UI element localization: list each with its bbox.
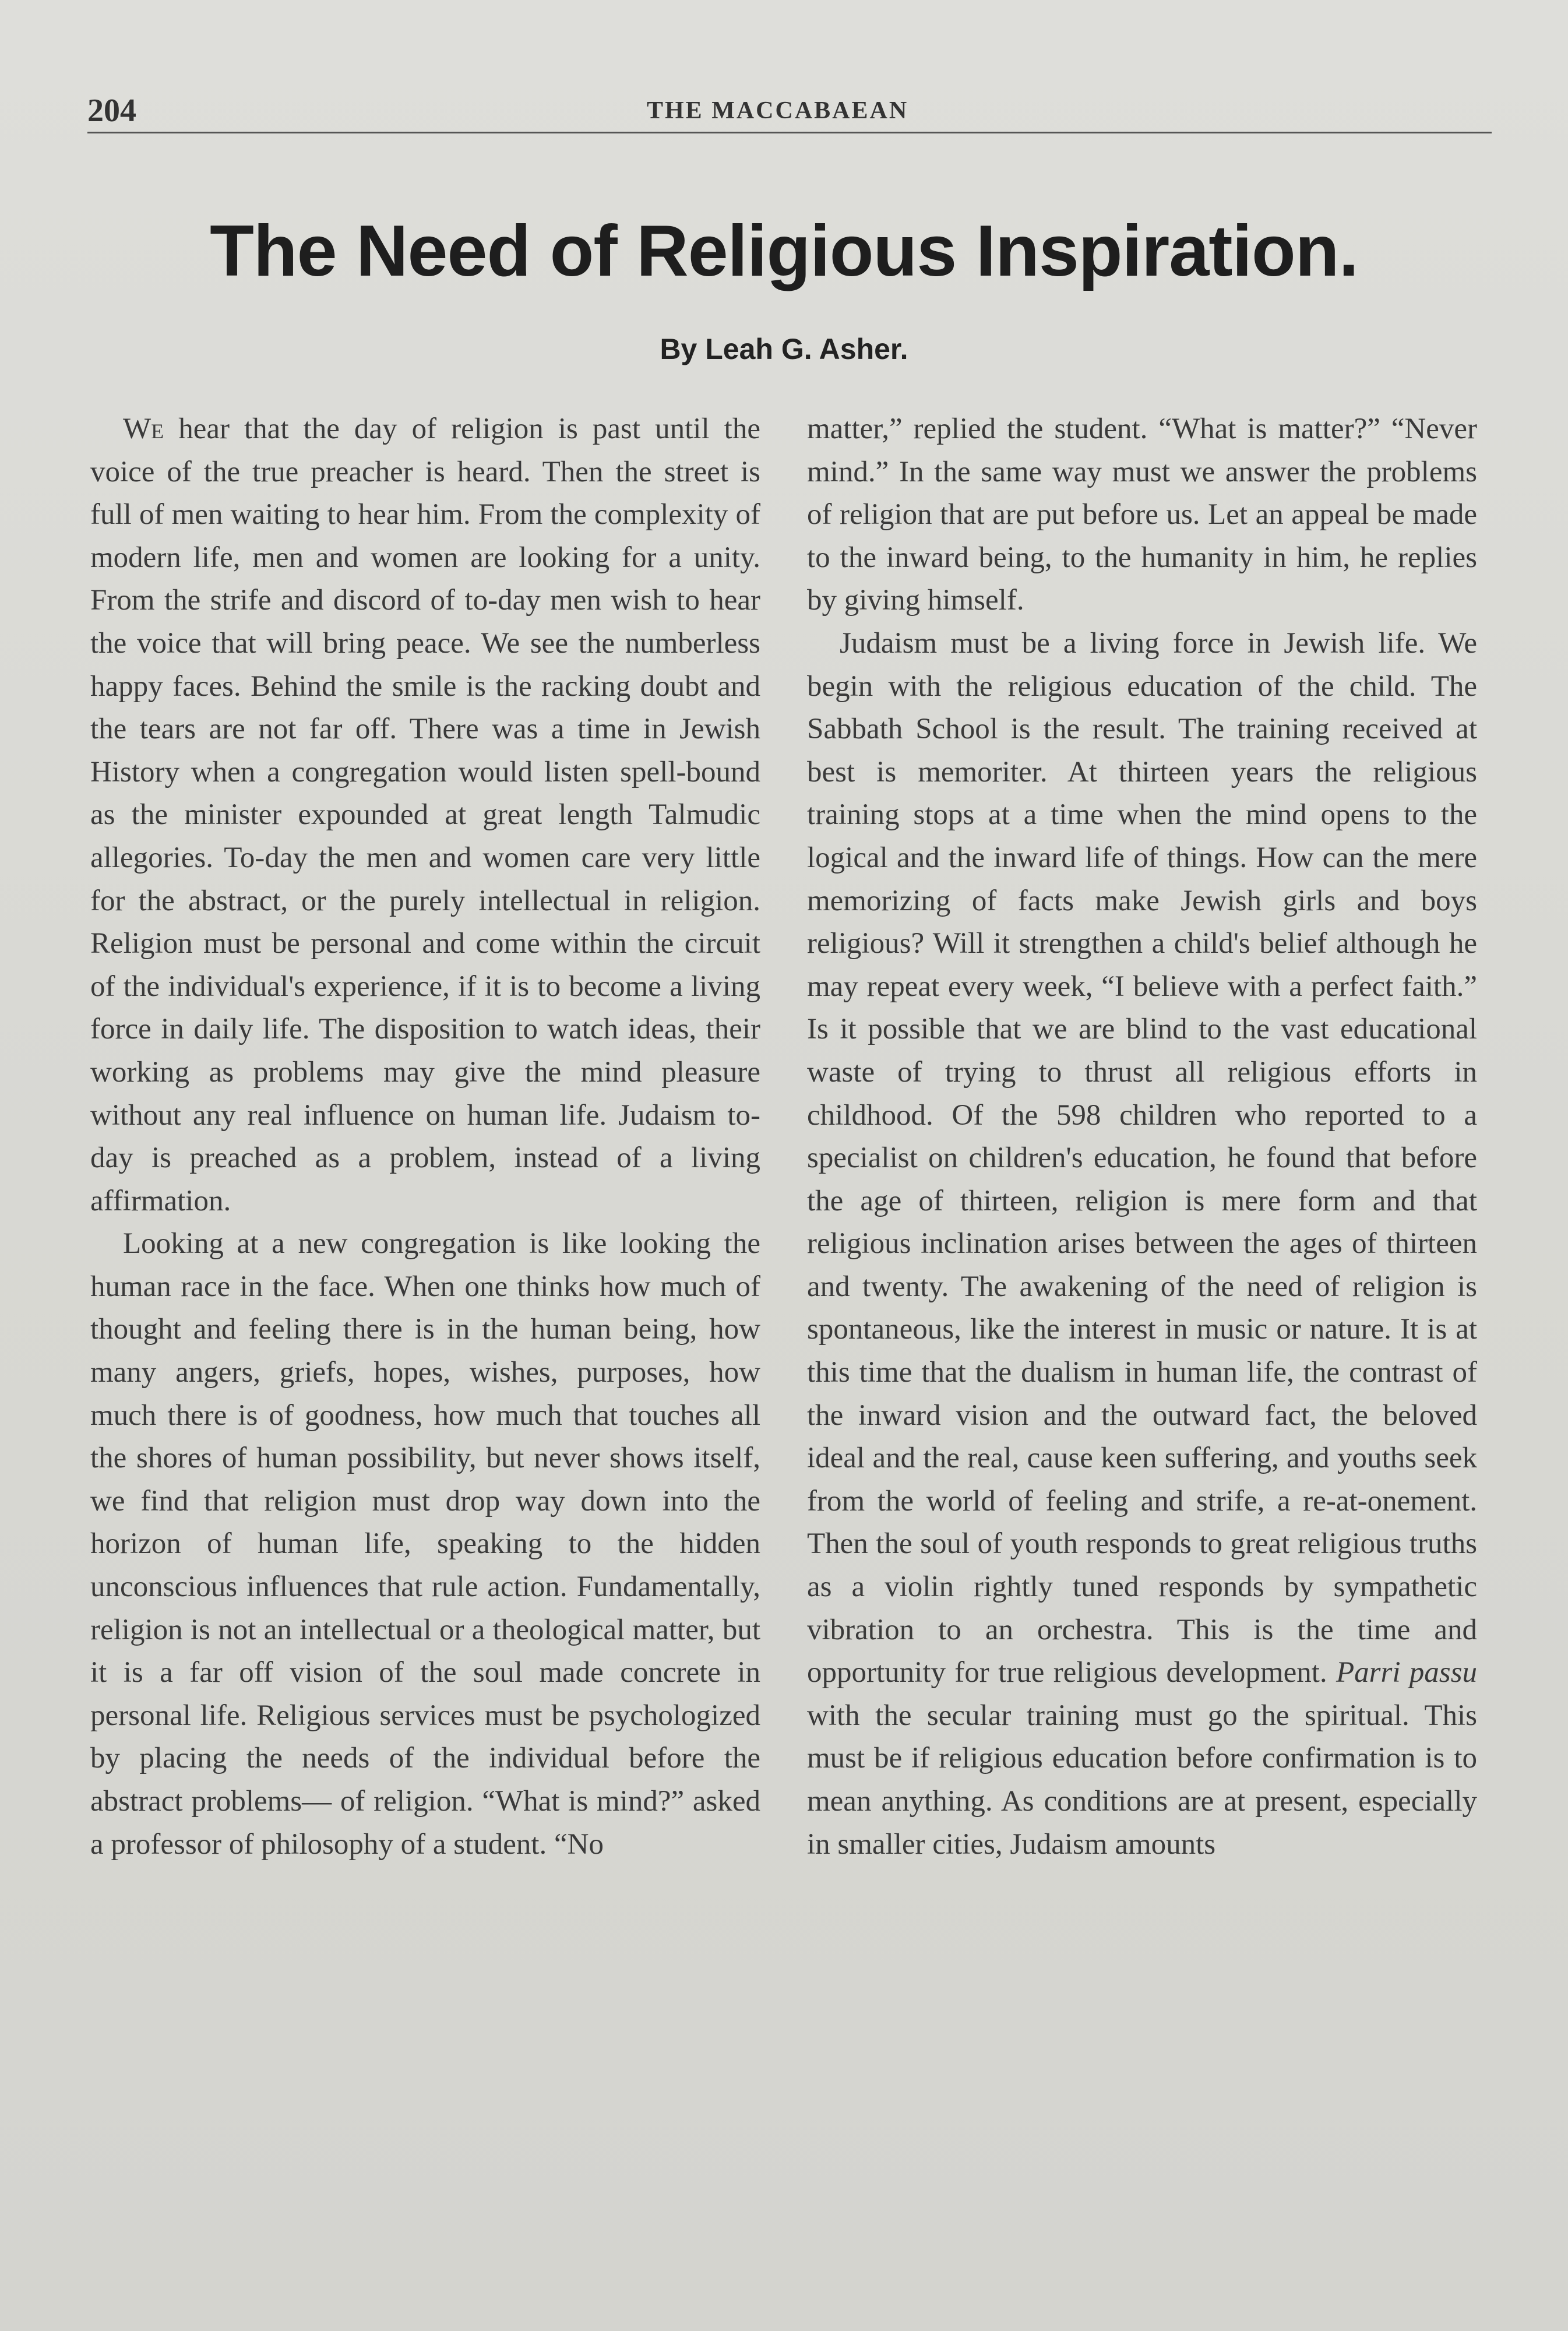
paragraph: [90, 408, 760, 1223]
paragraph-text: Judaism must be a living force in Jewish life. We begin with the religious education of the child. The Sabbath School is the result. The training received at best is memoriter. At thirteen years the religious training stops at a time when the mind opens to the logical and the inward life of things. How can the mere memorizing of facts make Jewish girls and boys religious? Will it strengthen a child's belief although he may repeat every week, “I believe with a perfect faith.” Is it possible that we are blind to the vast educational waste of trying to thrust all religious efforts in childhood. Of the 598 children who reported to a specialist on children's education, he found that before the age of thirteen, religion is mere form and that religious inclination arises between the ages of thirteen and twenty. The awakening of the need of religion is spontaneous, like the interest in music or nature. It is at this time that the dualism in human life, the contrast of the inward vision and the outward fact, the beloved ideal and the real, cause keen suffering, and youths seek from the world of feeling and strife, a re-at-onement. Then the soul of youth responds to great religious truths as a violin rightly tuned responds by sympathetic vibration to an orchestra. This is the time and opportunity for true religious development.: [807, 626, 1477, 1689]
paragraph-text: hear that the day of religion is past until the voice of the true preacher is heard. Then the street is full of men waiting to hear him. From the complexity of modern life, men and women are looking for a unity. From the strife and discord of to-day men wish to hear the voice that will bring peace. We see the numberless happy faces. Behind the smile is the racking doubt and the tears are not far off. There was a time in Jewish History when a congregation would listen spell-bound as the minister expounded at great length Talmudic allegories. To-day the men and women care very little for the abstract, or the purely intellectual in religion. Religion must be personal and come within the circuit of the individual's experience, if it is to become a living force in daily life. The disposition to watch ideas, their working as problems may give the mind pleasure without any real influence on human life. Judaism to-day is preached as a problem, instead of a living affirmation.: [90, 413, 760, 1217]
left-column: [90, 408, 760, 1866]
paragraph-text: with the secular training must go the spiritual. This must be if religious education before confirmation is to mean anything. As conditions are at present, especially in smaller cities, Judaism amounts: [807, 1699, 1477, 1861]
page-number: 204: [87, 93, 136, 129]
header-rule: [87, 132, 1492, 133]
paragraph: Looking at a new congregation is like looking the human race in the face. When one thinks how much of thought and feeling there is in the human being, how many angers, griefs, hopes, wishes, purposes, how much there is of goodness, how much that touches all the shores of human possibility, but never shows itself, we find that religion must drop way down into the horizon of human life, speaking to the hidden unconscious influences that rule action. Fundamentally, religion is not an intellectual or a theological matter, but it is a far off vision of the soul made concrete in personal life. Religious services must be psychologized by placing the needs of the individual before the abstract problems— of religion. “What is mind?” asked a professor of philosophy of a student. “No: [90, 1227, 760, 1861]
right-column: [807, 408, 1477, 1866]
journal-name: THE MACCABAEAN: [647, 97, 909, 124]
article-title: The Need of Religious Inspiration.: [210, 211, 1358, 291]
paragraph-continued: matter,” replied the student. “What is matter?” “Never mind.” In the same way must we answer the problems of religion that are put before us. Let an appeal be made to the inward being, to the humanity in him, he replies by giving himself.: [807, 413, 1477, 617]
italic-phrase: Parri passu: [1336, 1656, 1477, 1689]
lead-word: We: [123, 413, 164, 445]
article-byline: By Leah G. Asher.: [660, 333, 908, 365]
running-head: [87, 86, 1497, 133]
paragraph: [807, 622, 1477, 1866]
